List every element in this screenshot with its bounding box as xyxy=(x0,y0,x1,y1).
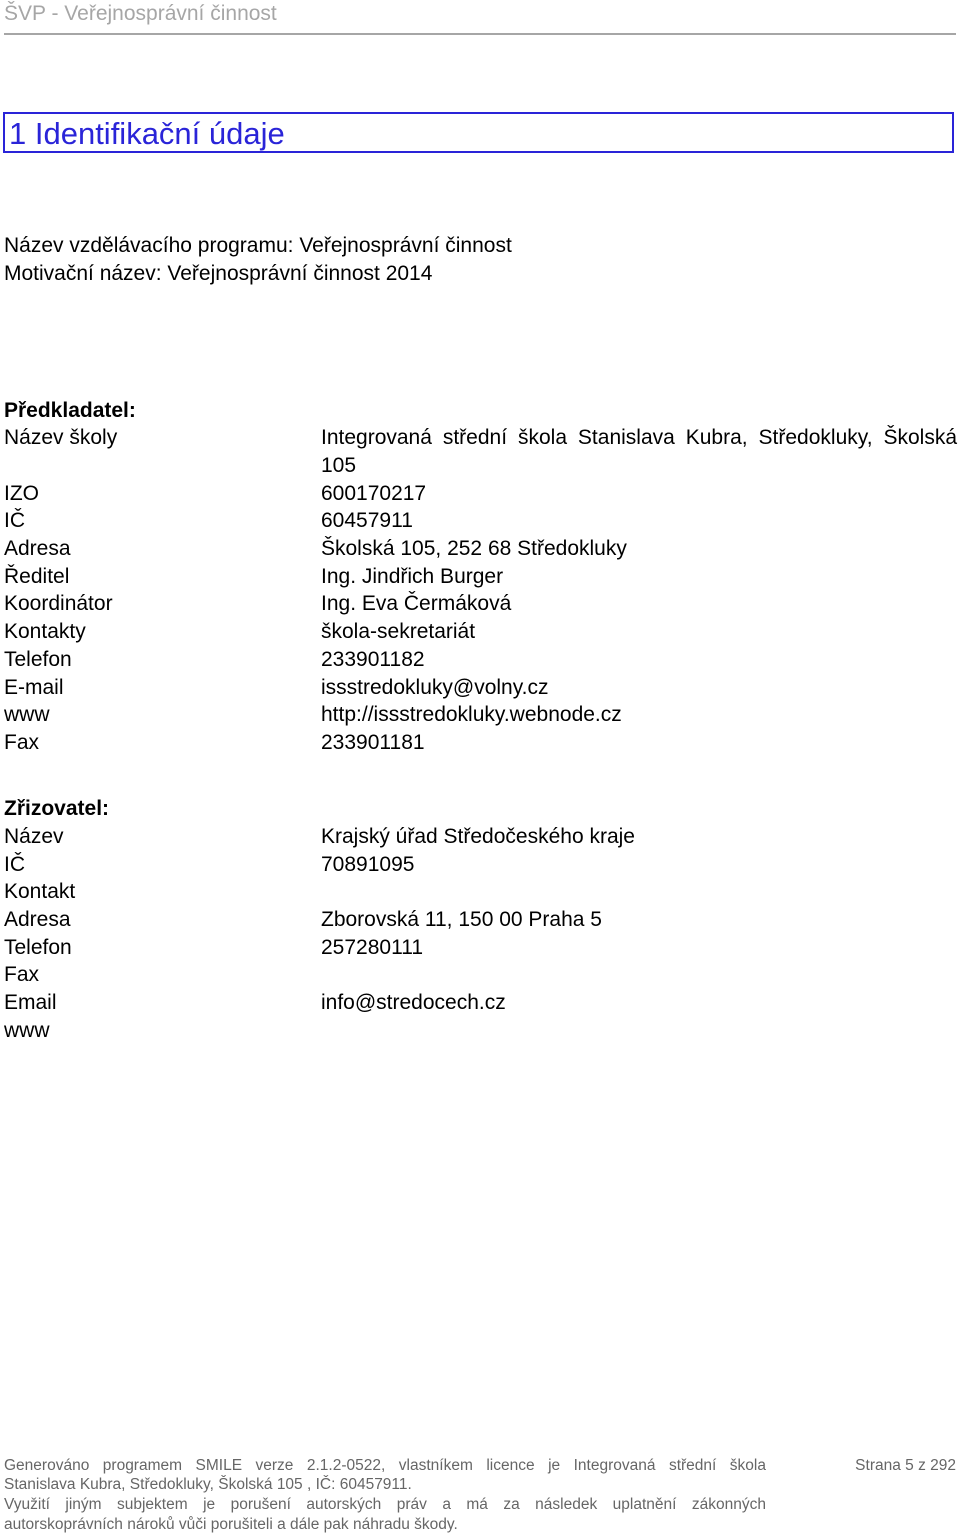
school-name-value: Integrovaná střední škola Stanislava Kubra, Středokluky, Školská 105 xyxy=(321,426,957,477)
page-number: Strana 5 z 292 xyxy=(855,1457,956,1474)
row-label: www xyxy=(4,1019,50,1042)
row-label: www xyxy=(4,703,50,726)
row-value: 233901181 xyxy=(321,731,425,754)
row-value: issstredokluky@volny.cz xyxy=(321,676,549,699)
row-label: Telefon xyxy=(4,936,72,959)
footer-generated-line: Generováno programem SMILE verze 2.1.2-0522, vlastníkem licence je Integrovaná střední škola xyxy=(4,1457,766,1474)
row-value: Krajský úřad Středočeského kraje xyxy=(321,825,635,848)
row-label: Koordinátor xyxy=(4,592,113,615)
row-label: IČ xyxy=(4,853,25,876)
row-label: Kontakty xyxy=(4,620,86,643)
section-heading: 1 Identifikační údaje xyxy=(9,116,285,151)
row-label: Telefon xyxy=(4,648,72,671)
row-label: Název xyxy=(4,825,64,848)
row-label: Kontakt xyxy=(4,880,76,903)
row-value: info@stredocech.cz xyxy=(321,991,506,1014)
row-value: Ing. Eva Čermáková xyxy=(321,592,512,615)
program-motivation-name: Motivační název: Veřejnosprávní činnost 2014 xyxy=(4,262,433,285)
predkladatel-title: Předkladatel: xyxy=(4,399,136,422)
row-label: Adresa xyxy=(4,908,71,931)
row-value: Ing. Jindřich Burger xyxy=(321,565,504,588)
header-divider xyxy=(4,33,956,35)
row-label: IČ xyxy=(4,509,25,532)
section-heading-box xyxy=(3,112,954,153)
footer-copyright-line: Využití jiným subjektem je porušení autorských práv a má za následek uplatnění zákonných xyxy=(4,1496,766,1513)
document-header-title: ŠVP - Veřejnosprávní činnost xyxy=(4,2,277,25)
row-value: Školská 105, 252 68 Středokluky xyxy=(321,537,627,560)
row-label: E-mail xyxy=(4,676,64,699)
row-label: Email xyxy=(4,991,57,1014)
row-value: 233901182 xyxy=(321,648,425,671)
row-label: Fax xyxy=(4,963,40,986)
row-label: Adresa xyxy=(4,537,71,560)
footer-licensee-line: Stanislava Kubra, Středokluky, Školská 105 , IČ: 60457911. xyxy=(4,1476,412,1493)
row-value: 60457911 xyxy=(321,509,413,532)
row-label: IZO xyxy=(4,482,39,505)
row-value: 600170217 xyxy=(321,482,427,505)
school-name-label: Název školy xyxy=(4,426,118,449)
program-name: Název vzdělávacího programu: Veřejnosprávní činnost xyxy=(4,234,512,257)
row-value: http://issstredokluky.webnode.cz xyxy=(321,703,622,726)
row-label: Ředitel xyxy=(4,565,70,588)
zrizovatel-title: Zřizovatel: xyxy=(4,797,110,820)
row-value: škola-sekretariát xyxy=(321,620,476,643)
row-value: 70891095 xyxy=(321,853,415,876)
row-label: Fax xyxy=(4,731,40,754)
row-value: 257280111 xyxy=(321,936,423,959)
footer-claims-line: autorskoprávních nároků vůči porušiteli a dále pak náhradu škody. xyxy=(4,1516,458,1533)
row-value: Zborovská 11, 150 00 Praha 5 xyxy=(321,908,602,931)
